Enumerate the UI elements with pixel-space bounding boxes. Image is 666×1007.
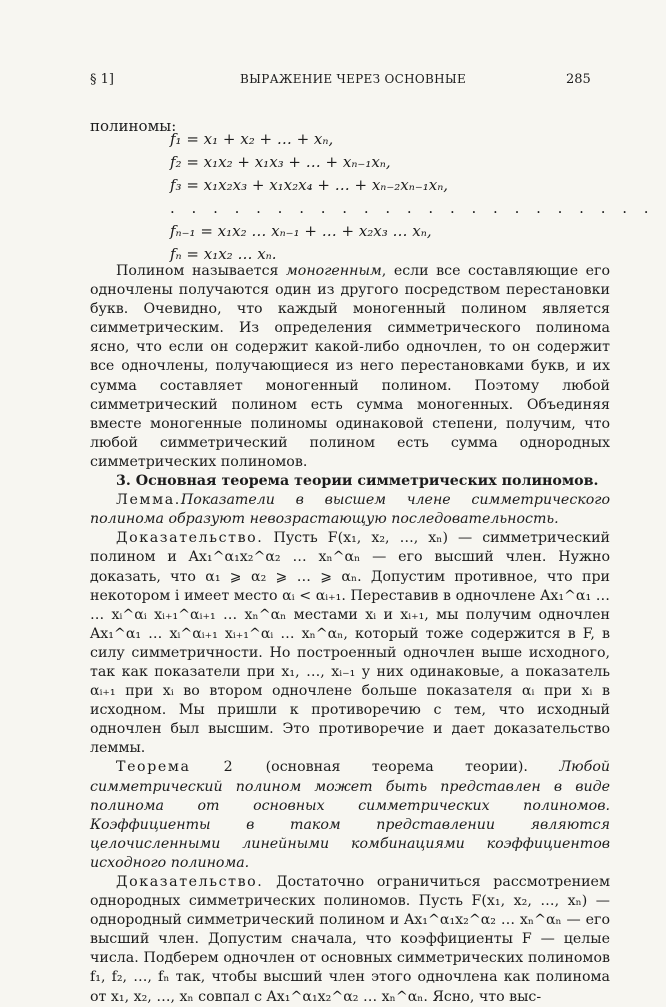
lemma-proof-paragraph [90,529,610,758]
equation-block [170,128,655,266]
theorem-paragraph [90,758,610,873]
paragraph-text: Полином называется [116,263,287,279]
theorem-label: Теорема 2 [116,759,235,776]
proof-text: Достаточно ограничиться рассмотрением однородных симметрических полиномов. Пусть F(x₁, x₂, …, xₙ) — однородный симметрический полином и Ax₁^α₁x₂^α₂ … xₙ^αₙ — его высший член. Допустим сначала, что коэффициенты F — целые числа. Подберем одночлен от основных симметрических полиномов f₁, f₂, …, fₙ так, чтобы высший член этого одночлена как полинома от x₁, x₂, …, xₙ совпал с Ax₁^α₁x₂^α₂ … xₙ^αₙ. Ясно, что выс- [90,874,610,1005]
equation-fn-1: fₙ₋₁ = x₁x₂ … xₙ₋₁ + … + x₂x₃ … xₙ, [170,222,432,240]
proof-text: Пусть F(x₁, x₂, …, xₙ) — симметрический полином и Ax₁^α₁x₂^α₂ … xₙ^αₙ — его высший член. Нужно доказать, что α₁ ⩾ α₂ ⩾ … ⩾ αₙ. Допустим противное, что при некотором i имеет место αᵢ < αᵢ₊₁. Переставив в одночлене Ax₁^α₁ … … xᵢ^αᵢ xᵢ₊₁^αᵢ₊₁ … xₙ^αₙ местами xᵢ и xᵢ₊₁, мы получим одночлен Ax₁^α₁ … xᵢ^αᵢ₊₁ xᵢ₊₁^αᵢ … xₙ^αₙ, который тоже содержится в F, в силу симметричности. Но построенный одночлен выше исходного, так как показатели при x₁, …, xᵢ₋₁ у них одинаковые, а показатель αᵢ₊₁ при xᵢ во втором одночлене больше показателя αᵢ при xᵢ в исходном. Мы пришли к противоречию с тем, что исходный одночлен был высшим. Это противоречие и дает доказательство леммы. [90,530,610,757]
proof-label: Доказательство. [116,530,264,547]
term-monogenic: моногенным [286,263,382,279]
lemma-label: Лемма. [116,492,181,509]
equation-f3: f₃ = x₁x₂x₃ + x₁x₂x₄ + … + xₙ₋₂xₙ₋₁xₙ, [170,176,449,194]
running-title: ВЫРАЖЕНИЕ ЧЕРЕЗ ОСНОВНЫЕ [240,72,467,86]
theorem-proof-paragraph [90,873,610,1007]
intro-label: полиномы: [90,117,177,135]
body-text [90,262,610,1007]
lemma-statement: Показатели в высшем члене симметрического полинома образуют невозрастающую последовательность. [90,492,610,528]
page-number: 285 [566,72,591,87]
proof-label: Доказательство. [116,874,264,890]
theorem-parenthetical: (основная теорема теории). [234,759,560,776]
theorem-statement: Любой симметрический полином может быть представлен в виде полинома от основных симметрических полиномов. Коэффициенты в таком представлении являются целочисленными линейными комбинациями коэффициентов исходного полинома. [90,759,610,871]
section-mark: § 1] [90,72,114,87]
running-header [0,72,666,90]
equation-f2: f₂ = x₁x₂ + x₁x₃ + … + xₙ₋₁xₙ, [170,153,391,171]
equation-fn: fₙ = x₁x₂ … xₙ. [170,245,277,263]
lemma-paragraph [90,491,610,529]
equation-f1: f₁ = x₁ + x₂ + … + xₙ, [170,130,334,148]
paragraph-monogenic [90,262,610,472]
equation-ellipsis-row: . . . . . . . . . . . . . . . . . . . . . . . [170,199,655,217]
section-heading-3: 3. Основная теорема теории симметрических полиномов. [116,473,599,490]
paragraph-text: , если все составляющие его одночлены получаются один из другого посредством перестановки букв. Очевидно, что каждый моногенный полином является симметрическим. Из определения симметрического полинома ясно, что если он содержит какой-либо одночлен, то он содержит все одночлены, получающиеся из него перестановками букв, и их сумма составляет моногенный полином. Поэтому любой симметрический полином есть сумма моногенных. Объединяя вместе моногенные полиномы одинаковой степени, получим, что любой симметрический полином есть сумма однородных симметрических полиномов. [90,263,610,470]
